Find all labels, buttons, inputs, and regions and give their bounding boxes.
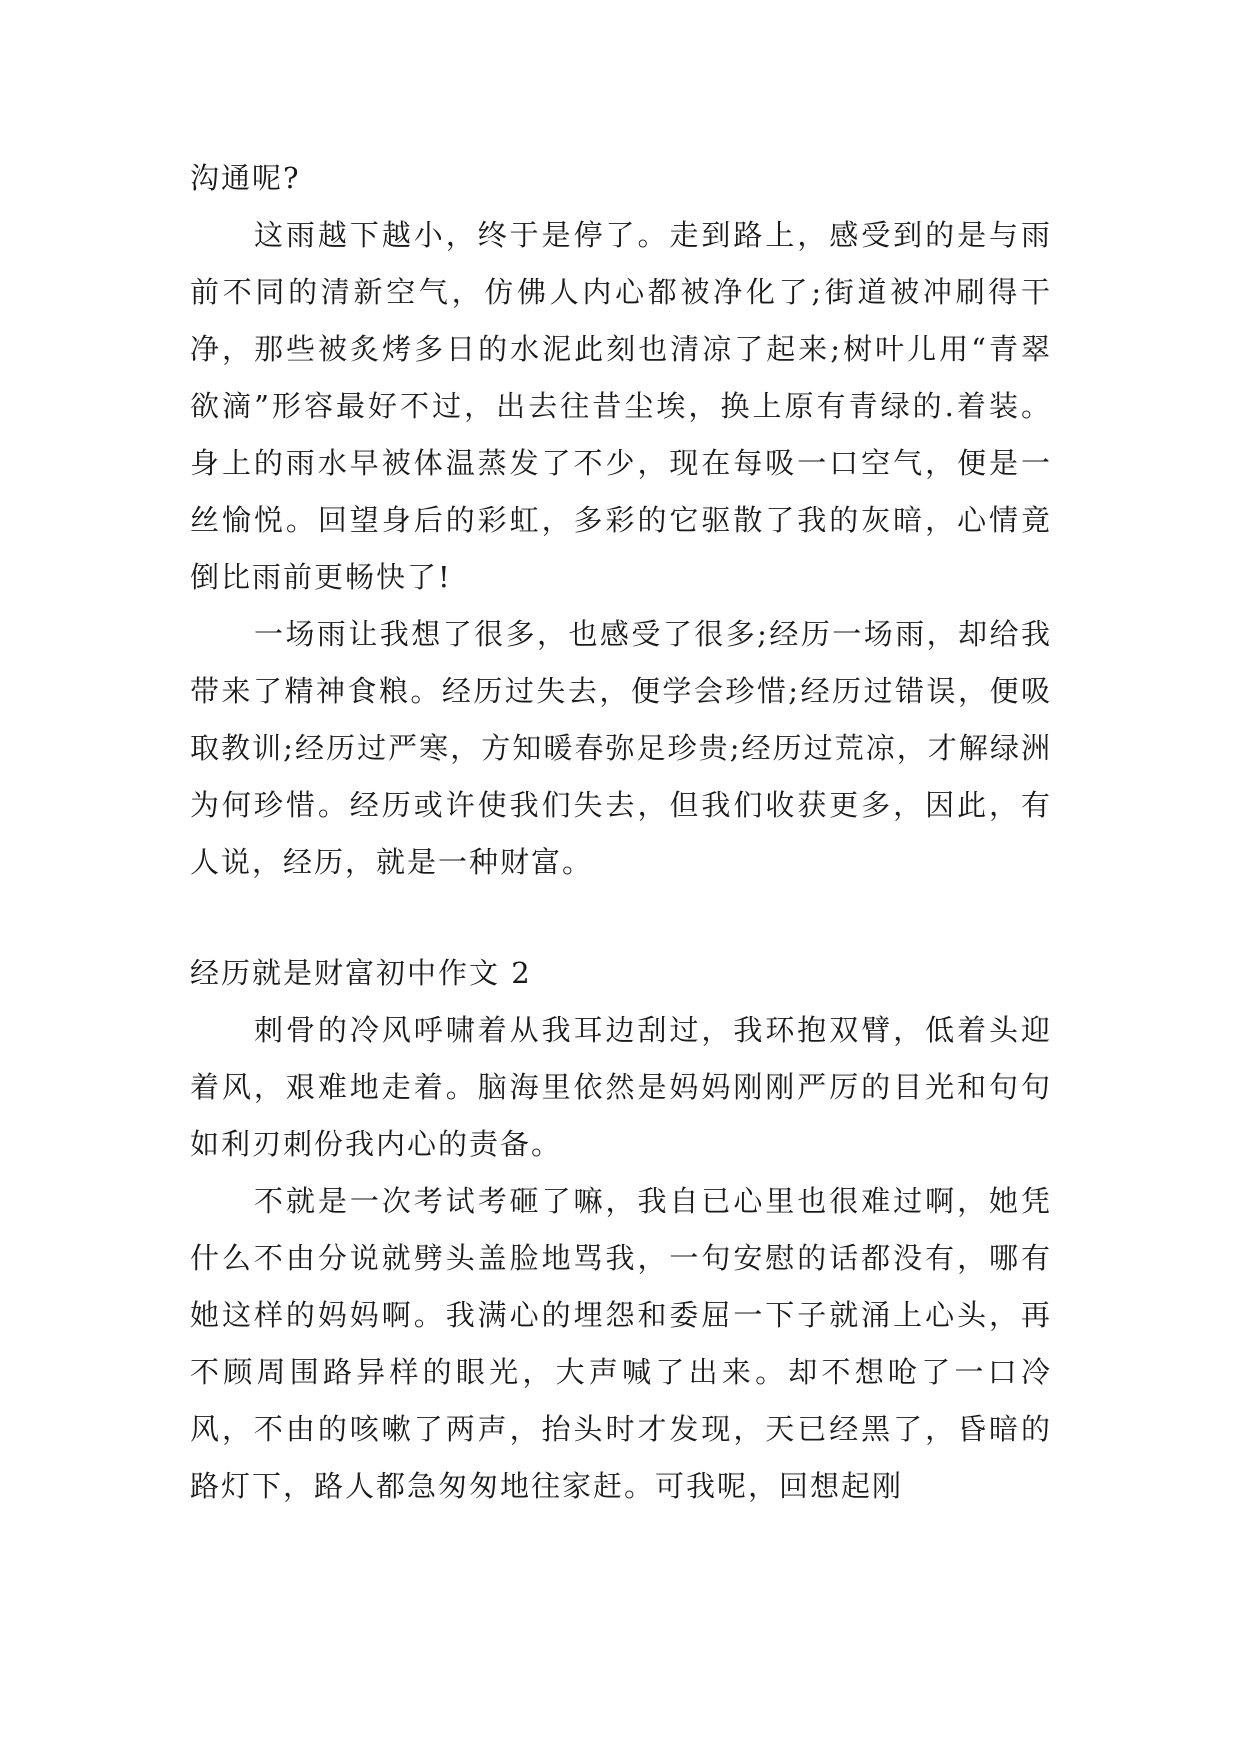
paragraph: 刺骨的冷风呼啸着从我耳边刮过，我环抱双臂，低着头迎着风，艰难地走着。脑海里依然是妈妈刚刚严厉的目光和句句如利刃刺份我内心的责备。 <box>190 1013 1052 1161</box>
section-1 <box>190 150 1052 891</box>
section-2 <box>190 1002 1052 1515</box>
paragraph: 不就是一次考试考砸了嘛，我自已心里也很难过啊，她凭什么不由分说就劈头盖脸地骂我，一句安慰的话都没有，哪有她这样的妈妈啊。我满心的埋怨和委屈一下子就涌上心头，再不顾周围路异样的眼光，大声喊了出来。却不想呛了一口冷风，不由的咳嗽了两声，抬头时才发现，天已经黑了，昏暗的路灯下，路人都急匆匆地往家赶。可我呢，回想起刚 <box>190 1184 1052 1503</box>
paragraph: 一场雨让我想了很多，也感受了很多;经历一场雨，却给我带来了精神食粮。经历过失去，便学会珍惜;经历过错误，便吸取教训;经历过严寒，方知暖春弥足珍贵;经历过荒凉，才解绿洲为何珍惜。经历或许使我们失去，但我们收获更多，因此，有人说，经历，就是一种财富。 <box>190 617 1052 879</box>
paragraph: 这雨越下越小，终于是停了。走到路上，感受到的是与雨前不同的清新空气，仿佛人内心都被净化了;街道被冲刷得干净，那些被炙烤多日的水泥此刻也清凉了起来;树叶儿用“青翠欲滴”形容最好不过，出去往昔尘埃，换上原有青绿的.着装。身上的雨水早被体温蒸发了不少，现在每吸一口空气，便是一丝愉悦。回望身后的彩虹，多彩的它驱散了我的灰暗，心情竟倒比雨前更畅快了! <box>190 218 1052 594</box>
paragraph-continuation: 沟通呢? <box>190 161 301 195</box>
section-heading: 经历就是财富初中作文 2 <box>190 956 532 990</box>
